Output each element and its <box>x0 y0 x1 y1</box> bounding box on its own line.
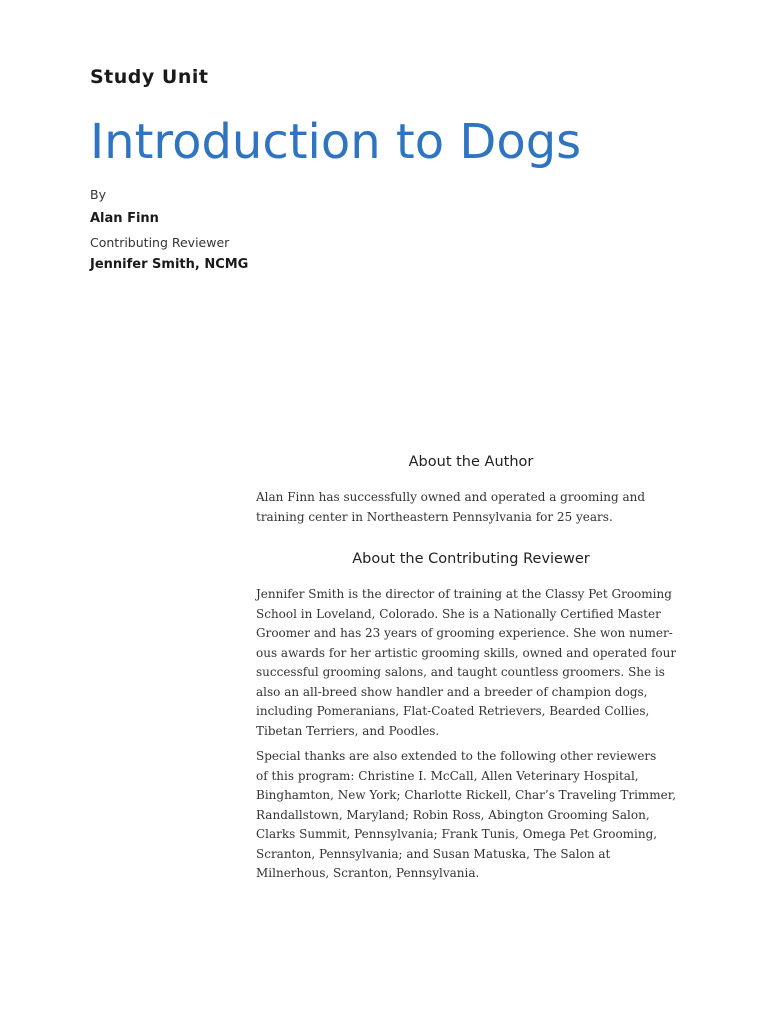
paragraph-line: Special thanks are also extended to the following other reviewers <box>256 749 657 763</box>
paragraph-line: Tibetan Terriers, and Poodles. <box>256 723 440 738</box>
contributing-reviewer-label: Contributing Reviewer <box>90 235 230 250</box>
about-author-paragraph <box>256 488 686 527</box>
about-column <box>256 452 686 884</box>
document-title: Introduction to Dogs <box>90 114 582 170</box>
about-author-heading: About the Author <box>408 454 534 470</box>
paragraph-line: Groomer and has 23 years of grooming experience. She won numer- <box>256 626 673 640</box>
paragraph-line: of this program: Christine I. McCall, Allen Veterinary Hospital, <box>256 768 639 783</box>
paragraph-line: ous awards for her artistic grooming skills, owned and operated four <box>256 645 677 660</box>
paragraph-line: successful grooming salons, and taught countless groomers. She is <box>256 665 665 679</box>
paragraph-line: Randallstown, Maryland; Robin Ross, Abington Grooming Salon, <box>256 807 650 822</box>
paragraph-line: Alan Finn has successfully owned and operated a grooming and <box>256 490 646 504</box>
paragraph-line: including Pomeranians, Flat-Coated Retrievers, Bearded Collies, <box>256 704 650 718</box>
paragraph-line: Milnerhous, Scranton, Pennsylvania. <box>256 866 480 880</box>
paragraph-line: training center in Northeastern Pennsylvania for 25 years. <box>256 509 613 524</box>
study-unit-label: Study Unit <box>90 66 209 88</box>
paragraph-line: School in Loveland, Colorado. She is a Nationally Certified Master <box>256 606 661 621</box>
paragraph-line: Binghamton, New York; Charlotte Rickell, Char’s Traveling Trimmer, <box>256 788 677 802</box>
about-reviewer-heading: About the Contributing Reviewer <box>352 551 590 567</box>
paragraph-line: Jennifer Smith is the director of training at the Classy Pet Grooming <box>256 587 672 601</box>
about-reviewer-paragraph <box>256 585 686 741</box>
paragraph-line: Scranton, Pennsylvania; and Susan Matuska, The Salon at <box>256 846 611 861</box>
paragraph-line: Clarks Summit, Pennsylvania; Frank Tunis, Omega Pet Grooming, <box>256 827 658 841</box>
paragraph-line: also an all-breed show handler and a breeder of champion dogs, <box>256 684 648 699</box>
special-thanks-paragraph <box>256 747 686 884</box>
reviewer-name: Jennifer Smith, NCMG <box>90 257 249 272</box>
author-name: Alan Finn <box>90 211 159 226</box>
by-label: By <box>90 187 106 202</box>
